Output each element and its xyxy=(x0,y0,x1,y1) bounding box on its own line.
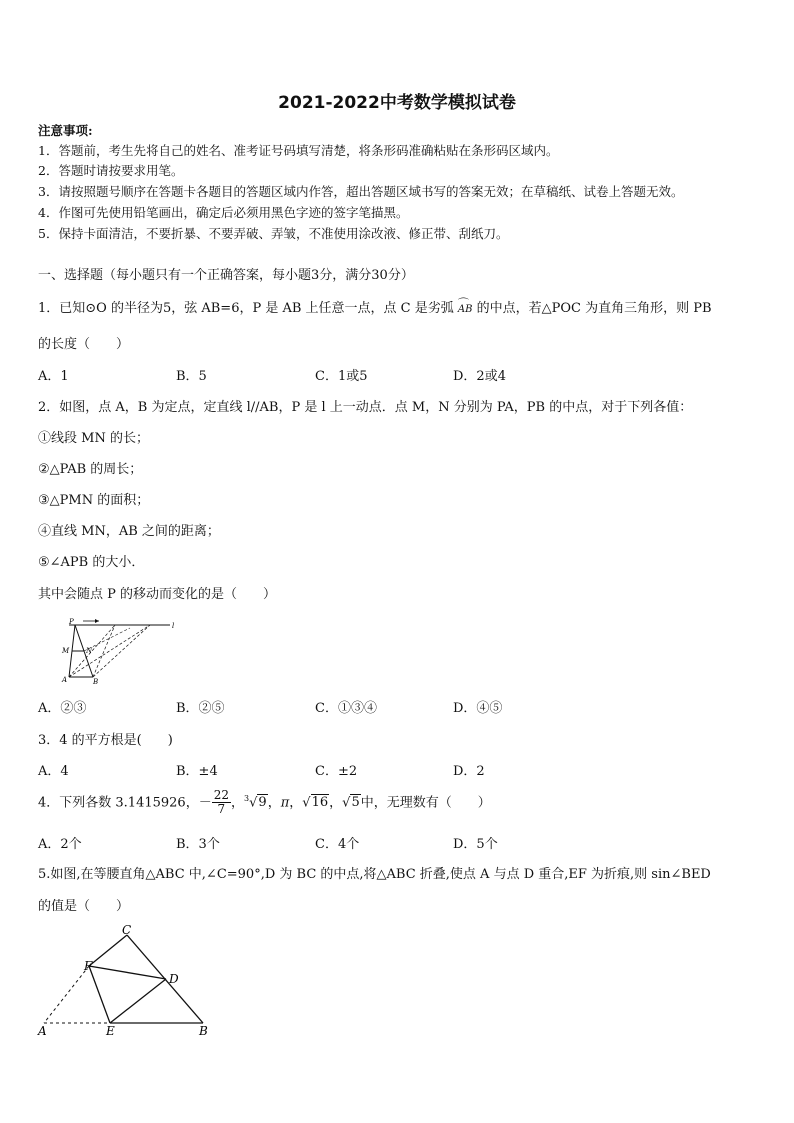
label-f: F xyxy=(84,959,93,973)
question-3-text: 3．4 的平方根是( ) xyxy=(38,733,173,748)
question-2-ask: 其中会随点 P 的移动而变化的是（ ） xyxy=(38,587,277,602)
section-heading: 一、选择题（每小题只有一个正确答案，每小题3分，满分30分） xyxy=(38,268,414,283)
question-1-text-cont: 的中点，若△POC 为直角三角形，则 PB xyxy=(476,301,712,316)
label-e: E xyxy=(106,1024,115,1038)
label-c: C xyxy=(122,923,132,937)
sqrt-16: 16 xyxy=(311,795,329,811)
notice-item: 5．保持卡面清洁，不要折暴、不要弄破、弄皱，不准使用涂改液、修正带、刮纸刀。 xyxy=(38,226,509,241)
list-item: ②△PAB 的周长； xyxy=(38,462,143,477)
minus-sign: － xyxy=(198,795,212,811)
question-5-stem-end: 的值是（ ） xyxy=(38,899,130,914)
separator: ， xyxy=(267,795,281,811)
option-b: B．3个 xyxy=(176,837,220,852)
option-a: A．②③ xyxy=(38,701,87,716)
radical-sign: √ xyxy=(302,795,311,811)
label-p: P xyxy=(69,618,74,626)
option-d: D．2 xyxy=(453,764,485,779)
question-1 xyxy=(38,297,712,316)
cube-root-index: 3 xyxy=(244,794,250,803)
question-1-stem-end: 的长度（ ） xyxy=(38,337,130,352)
option-c: C．±2 xyxy=(315,764,358,779)
list-item: ①线段 MN 的长； xyxy=(38,431,149,446)
question-5-text: 5.如图,在等腰直角△ABC 中,∠C=90°,D 为 BC 的中点,将△ABC 折叠,使点 A 与点 D 重合,EF 为折痕,则 sin∠BED xyxy=(38,867,711,882)
radical-sign: √ xyxy=(249,795,258,811)
figure-q2 xyxy=(55,615,180,685)
cube-root-value: 9 xyxy=(258,795,267,811)
question-4 xyxy=(38,784,491,818)
label-l: l xyxy=(172,622,175,630)
notice-item: 1．答题前，考生先将自己的姓名、准考证号码填写清楚，将条形码准确粘贴在条形码区域内。 xyxy=(38,143,559,158)
notice-item: 4．作图可先使用铅笔画出，确定后必须用黑色字迹的签字笔描黑。 xyxy=(38,205,409,220)
question-4-text-cont: 中，无理数有（ ） xyxy=(360,795,491,811)
fraction-denominator: 7 xyxy=(217,802,226,817)
list-item: ⑤∠APB 的大小． xyxy=(38,555,145,570)
arc-ab: ⌒ AB xyxy=(458,304,473,315)
label-a: A xyxy=(38,1024,47,1038)
option-a: A．1 xyxy=(38,369,69,384)
option-b: B．②⑤ xyxy=(176,701,225,716)
label-b: B xyxy=(199,1024,208,1038)
notice-heading: 注意事项: xyxy=(38,123,93,138)
option-a: A．4 xyxy=(38,764,69,779)
option-d: D．5个 xyxy=(453,837,498,852)
label-d: D xyxy=(169,972,179,986)
option-b: B．±4 xyxy=(176,764,218,779)
sqrt-5: 5 xyxy=(351,795,360,811)
label-b: B xyxy=(93,678,99,685)
figure-q5 xyxy=(36,922,216,1040)
pi-symbol: π xyxy=(280,795,290,811)
question-1-text: 1．已知⊙O 的半径为5，弦 AB=6，P 是 AB 上任意一点，点 C 是劣弧 xyxy=(38,301,454,316)
label-m: M xyxy=(62,647,70,655)
option-d: D．2或4 xyxy=(453,369,506,384)
separator: ， xyxy=(289,795,303,811)
notice-item: 2．答题时请按要求用笔。 xyxy=(38,163,184,178)
option-c: C．1或5 xyxy=(315,369,368,384)
separator: ， xyxy=(329,795,343,811)
option-a: A．2个 xyxy=(38,837,82,852)
question-4-text: 4．下列各数 3.1415926， xyxy=(38,795,199,811)
list-item: ③△PMN 的面积； xyxy=(38,493,150,508)
fraction xyxy=(212,789,231,816)
option-b: B．5 xyxy=(176,369,207,384)
label-n: N xyxy=(86,647,93,655)
label-a: A xyxy=(62,676,68,684)
question-2-text: 2．如图，点 A，B 为定点，定直线 l//AB，P 是 l 上一动点．点 M，N 分别为 PA，PB 的中点，对于下列各值： xyxy=(38,400,693,415)
option-d: D．④⑤ xyxy=(453,701,503,716)
list-item: ④直线 MN，AB 之间的距离； xyxy=(38,524,220,539)
page-title: 2021-2022中考数学模拟试卷 xyxy=(278,93,516,113)
fraction-numerator: 22 xyxy=(213,788,230,803)
option-c: C．①③④ xyxy=(315,701,377,716)
notice-item: 3．请按照题号顺序在答题卡各题目的答题区域内作答，超出答题区域书写的答案无效；在草稿纸、试卷上答题无效。 xyxy=(38,184,684,199)
radical-sign: √ xyxy=(342,795,351,811)
option-c: C．4个 xyxy=(315,837,360,852)
separator: ， xyxy=(231,795,245,811)
